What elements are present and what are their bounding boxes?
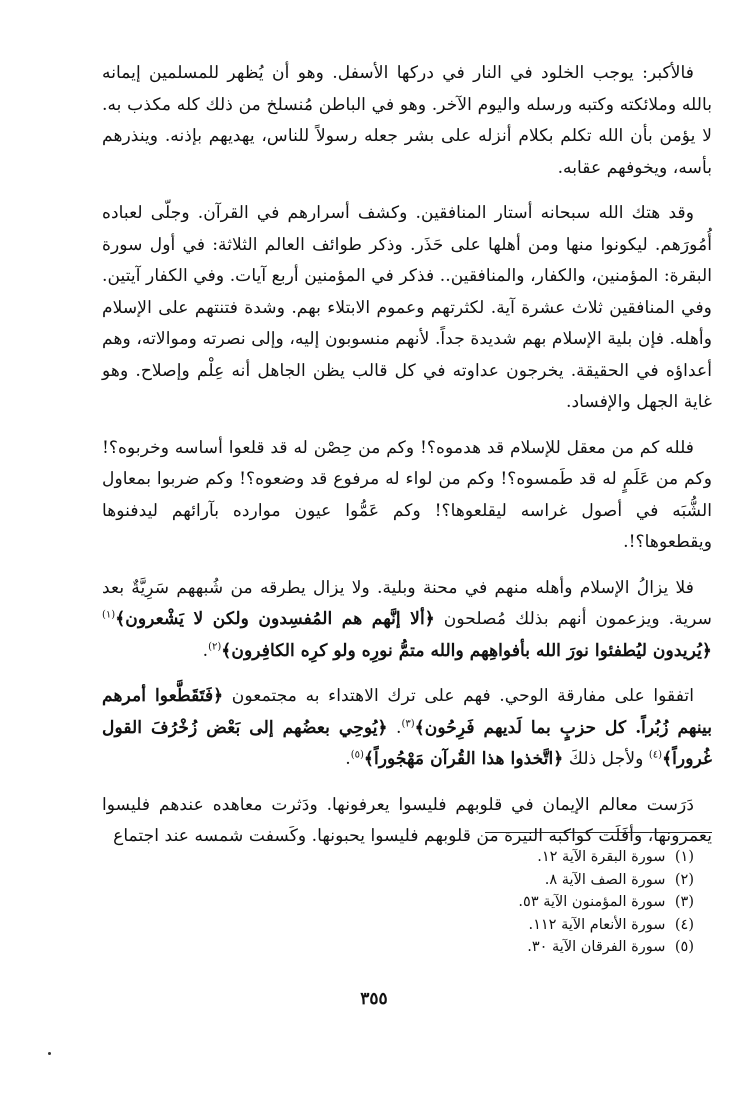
footnote-ref: (٣) bbox=[401, 717, 415, 729]
text-run: . bbox=[202, 640, 209, 661]
footnote-number: (٢) bbox=[674, 871, 694, 888]
footnote-number: (٣) bbox=[674, 894, 694, 910]
footnote-text: سورة الأنعام الآية ١١٢. bbox=[528, 916, 666, 933]
footnote-number: (٤) bbox=[674, 916, 694, 933]
page-number: ٣٥٥ bbox=[360, 989, 388, 1009]
text-run: ولأجل ذلكَ bbox=[563, 749, 649, 769]
footnote-ref: (١) bbox=[102, 609, 116, 621]
text-run: وقد هتك الله سبحانه أستار المنافقين. وكشف أسرارهم في القرآن. وجلّى لعباده أُمُورَهم. ليكونوا منها ومن أهلها على حَذَر. وذكر طوائف العالم الثلاثة: في أول سورة البقرة: المؤمنين، والكفار، والمنافقين.. فذكر في المؤمنين أربع آيات. وفي الكفار آيتين. وفي المنافقين ثلاث عشرة آية. لكثرتهم وعموم الابتلاء بهم. وشدة فتنتهم على الإسلام وأهله. فإن بلية الإسلام بهم شديدة جداً. لأنهم منسوبون إليه، وإلى نصرته وموالاته، وهم أعداؤه في الحقيقة. يخرجون عداوته في كل قالب يظن الجاهل أنه عِلْم وإصلاح. وهو غاية الجهل والإفساد. bbox=[102, 203, 712, 412]
quran-quote: ﴿اتَّخذوا هذا القُرآن مَهْجُوراً﴾ bbox=[363, 749, 564, 769]
footnote-number: (١) bbox=[674, 849, 694, 865]
footnote-text: سورة المؤمنون الآية ٥٣. bbox=[518, 894, 666, 910]
text-run: فلله كم من معقل للإسلام قد هدموه؟! وكم من حِصْن له قد قلعوا أساسه وخربوه؟! وكم من عَلَمٍ له قد طَمسوه؟! وكم من لواء له مرفوع قد وضعوه؟! وكم ضربوا بمعاول الشُّبَه في أصول غراسه ليقلعوها؟! وكم عَمُّوا عيون موارده بآرائهم ليدفنوها ويقطعوها؟!. bbox=[102, 437, 712, 552]
footnote-item bbox=[518, 914, 694, 937]
quran-quote: ﴿فَتَقَطَّعوا أمرهم بينهم زُبُراً. كل حزبٍ بما لَديهم فَرِحُون﴾ bbox=[102, 686, 712, 738]
footnote-number: (٥) bbox=[674, 939, 694, 955]
footnote-text: سورة الفرقان الآية ٣٠. bbox=[527, 939, 666, 955]
footnote-ref: (٥) bbox=[350, 749, 364, 761]
paragraph bbox=[102, 790, 712, 853]
text-run: فلا يزالُ الإسلام وأهله منهم في محنة وبلية. ولا يزال يطرقه من شُبههم سَرِيَّةٌ بعد سرية. ويزعمون أنهم بذلك مُصلحون bbox=[102, 577, 712, 629]
text-run: . bbox=[345, 749, 351, 769]
quran-quote: ﴿يُوحِي بعضُهم إلى بَعْض زُخْرُفَ القول غُروراً﴾ bbox=[102, 717, 712, 769]
main-text bbox=[102, 58, 712, 867]
footnote-divider bbox=[485, 832, 712, 833]
paragraph bbox=[102, 433, 712, 559]
footnote-item bbox=[518, 869, 694, 892]
footnote-item bbox=[518, 891, 694, 914]
quran-quote: ﴿ألا إنَّهم هم المُفسِدون ولكن لا يَشْعرون﴾ bbox=[115, 609, 435, 629]
footnote-text: سورة البقرة الآية ١٢. bbox=[537, 849, 666, 865]
text-run: فالأكبر: يوجب الخلود في النار في دركها الأسفل. وهو أن يُظهر للمسلمين إيمانه بالله وملائكته وكتبه ورسله واليوم الآخر. وهو في الباطن مُنسلخ من ذلك كله مكذب به. لا يؤمن بأن الله تكلم بكلام أنزله على بشر جعله رسولاً للناس، يهديهم بإذنه. وينذرهم بأسه، ويخوفهم عقابه. bbox=[102, 63, 712, 178]
footnote-item bbox=[518, 846, 694, 869]
paragraph bbox=[102, 58, 712, 184]
footnote-ref: (٢) bbox=[208, 640, 222, 652]
footnote-item bbox=[518, 936, 694, 959]
paragraph bbox=[102, 681, 712, 776]
text-run: اتفقوا على مفارقة الوحي. فهم على ترك الاهتداء به مجتمعون bbox=[223, 686, 694, 706]
quran-quote: ﴿يُريدون ليُطفئوا نورَ الله بأفواهِهم والله متمُّ نورِه ولو كرِه الكافِرون﴾ bbox=[221, 640, 712, 661]
text-run: دَرَست معالم الإيمان في قلوبهم فليسوا يعرفونها. ودَثرت معاهده عندهم فليسوا يعمرونها، وأفَلَت كواكبه النيرة من قلوبهم فليسوا يحبونها. وكَسفت شمسه عند اجتماع bbox=[102, 794, 712, 846]
footnote-ref: (٤) bbox=[648, 749, 663, 761]
text-run: . bbox=[387, 717, 402, 738]
paragraph bbox=[102, 573, 712, 668]
paragraph bbox=[102, 198, 712, 419]
footnotes-list bbox=[518, 846, 694, 959]
scan-speck bbox=[48, 1052, 51, 1055]
footnote-text: سورة الصف الآية ٨. bbox=[544, 871, 666, 888]
